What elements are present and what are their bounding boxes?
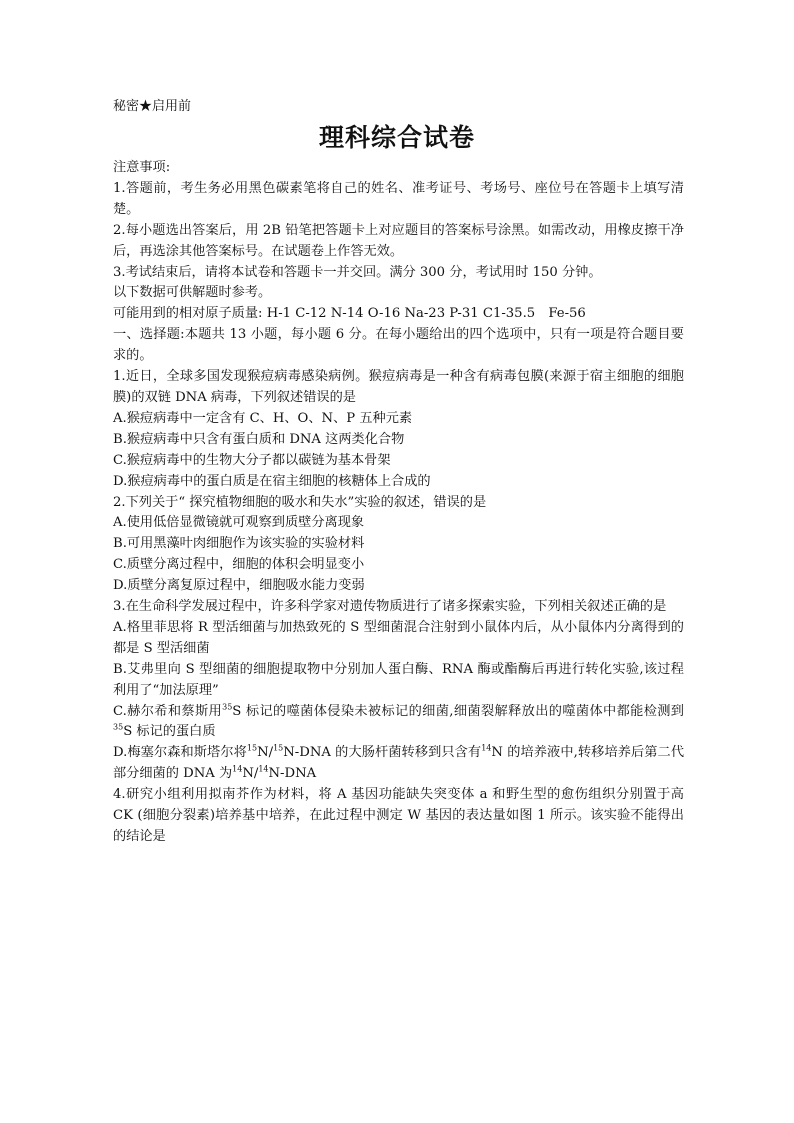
q3c-isotope-sup-2: 35 (113, 723, 124, 733)
section-1-heading: 一、选择题:本题共 13 小题，每小题 6 分。在每小题给出的四个选项中，只有一项是符合题目要求的。 (113, 327, 684, 364)
q3d-text-6: N-DNA (268, 766, 317, 782)
question-3-option-d (113, 743, 684, 785)
question-1-stem: 1.近日，全球多国发现猴痘病毒感染病例。猴痘病毒是一种含有病毒包膜(来源于宿主细胞的细胞膜)的双链 DNA 病毒，下列叙述错误的是 (113, 369, 684, 405)
data-intro: 以下数据可供解题时参考。 (113, 285, 272, 301)
q3d-text-4: N 的培养液中,转移培养后第二代部分细菌的 DNA 为 (113, 745, 685, 782)
q3c-text-2: S 标记的噬菌体侵染未被标记的细菌,细菌裂解释放出的噬菌体中都能检测到 (232, 703, 684, 719)
q3d-text-2: N/ (257, 745, 274, 761)
q3c-isotope-sup-1: 35 (222, 702, 233, 712)
question-3-stem: 3.在生命科学发展过程中，许多科学家对遗传物质进行了诸多探索实验，下列相关叙述正确的是 (113, 599, 667, 615)
notice-item-3: 3.考试结束后，请将本试卷和答题卡一并交回。满分 300 分，考试用时 150 分钟。 (113, 264, 602, 280)
q3d-isotope-sup-2: 15 (273, 743, 284, 753)
question-2-option-c: C.质壁分离过程中，细胞的体积会明显变小 (113, 557, 365, 573)
exam-body (113, 158, 684, 848)
question-1-option-d: D.猴痘病毒中的蛋白质是在宿主细胞的核糖体上合成的 (113, 473, 431, 489)
q3c-text-3: S 标记的蛋白质 (123, 724, 216, 740)
question-1-option-c: C.猴痘病毒中的生物大分子都以碳链为基本骨架 (113, 452, 391, 468)
question-1-option-a: A.猴痘病毒中一定含有 C、H、O、N、P 五种元素 (113, 410, 413, 426)
question-4-stem: 4.研究小组利用拟南芥作为材料，将 A 基因功能缺失突变体 a 和野生型的愈伤组织分别置于高 CK (细胞分裂素)培养基中培养，在此过程中测定 W 基因的表达量如图 1 所示。该实验不能得出的结论是 (113, 787, 684, 844)
question-2-option-b: B.可用黑藻叶肉细胞作为该实验的实验材料 (113, 536, 365, 552)
question-3-option-a: A.格里菲思将 R 型活细菌与加热致死的 S 型细菌混合注射到小鼠体内后，从小鼠体内分离得到的都是 S 型活细菌 (113, 619, 684, 656)
q3c-text-1: C.赫尔希和蔡斯用 (113, 703, 223, 719)
secret-mark: 秘密★启用前 (113, 99, 192, 114)
question-2-option-a: A.使用低倍显微镜就可观察到质壁分离现象 (113, 515, 365, 531)
q3d-isotope-sup-5: 14 (258, 764, 269, 774)
q3d-isotope-sup-1: 15 (246, 743, 258, 753)
q3d-isotope-sup-4: 14 (232, 764, 243, 774)
q3d-text-3: N-DNA 的大肠杆菌转移到只含有 (283, 745, 482, 761)
notice-heading: 注意事项: (113, 160, 171, 175)
q3d-text-5: N/ (242, 766, 259, 782)
question-1-option-b: B.猴痘病毒中只含有蛋白质和 DNA 这两类化合物 (113, 431, 405, 447)
question-2-stem: 2.下列关于“ 探究植物细胞的吸水和失水”实验的叙述，错误的是 (113, 494, 487, 510)
q3d-isotope-sup-3: 14 (481, 743, 492, 753)
question-3-option-b: B.艾弗里向 S 型细菌的细胞提取物中分别加人蛋白酶、RNA 酶或酯酶后再进行转化实验,该过程利用了“加法原理” (113, 661, 684, 698)
question-2-option-d: D.质壁分离复原过程中，细胞吸水能力变弱 (113, 578, 365, 594)
atomic-masses: 可能用到的相对原子质量: H-1 C-12 N-14 O-16 Na-23 P-31 C1-35.5 Fe-56 (113, 306, 586, 322)
notice-item-1: 1.答题前，考生务必用黑色碳素笔将自己的姓名、准考证号、考场号、座位号在答题卡上填写清楚。 (113, 180, 684, 217)
question-3-option-c (113, 702, 684, 744)
exam-title: 理科综合试卷 (318, 123, 475, 152)
q3d-text-1: D.梅塞尔森和斯塔尔将 (113, 745, 247, 761)
notice-item-2: 2.每小题选出答案后，用 2B 铅笔把答题卡上对应题目的答案标号涂黑。如需改动，用橡皮擦干净后，再选涂其他答案标号。在试题卷上作答无效。 (113, 222, 684, 259)
